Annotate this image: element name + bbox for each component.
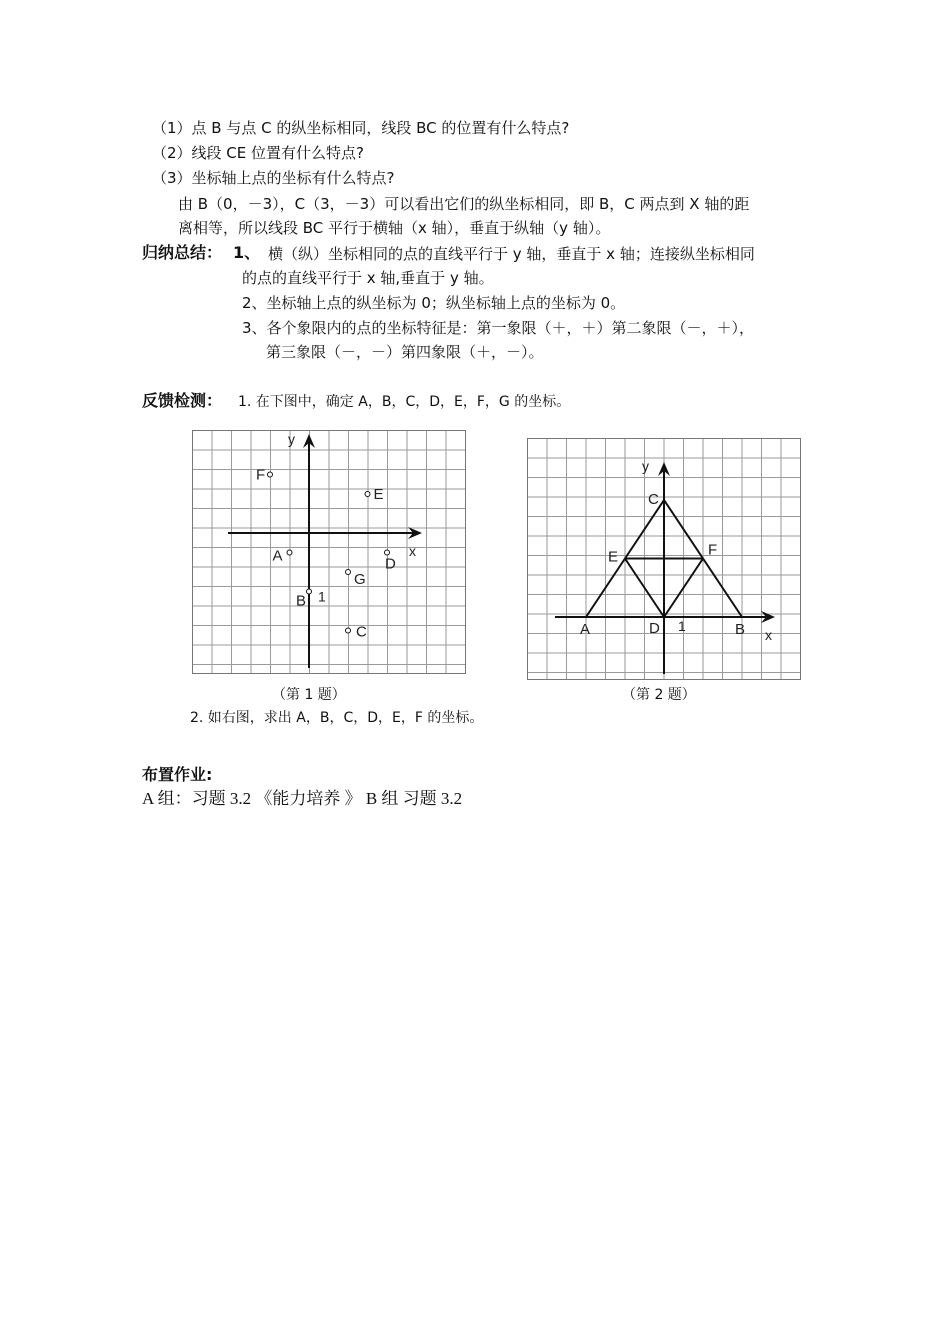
summary-item1-number: 1、	[233, 243, 261, 262]
point-C	[346, 628, 351, 633]
point-label-A: A	[272, 547, 283, 565]
answer-line-2: 离相等，所以线段 BC 平行于横轴（x 轴），垂直于纵轴（y 轴）。	[178, 219, 611, 237]
answer-line-1: 由 B（0，－3），C（3，－3）可以看出它们的纵坐标相同，即 B，C 两点到 X 轴的距	[178, 195, 750, 213]
summary-heading: 归纳总结：	[142, 243, 223, 262]
x-axis-label: x	[765, 627, 772, 643]
point-label-F: F	[708, 541, 718, 559]
homework-heading: 布置作业:	[142, 765, 213, 784]
point-label-C: C	[356, 623, 367, 641]
figure-1-coordinate-grid	[192, 430, 466, 674]
point-label-B: B	[735, 621, 746, 638]
point-B	[307, 589, 312, 594]
point-label-G: G	[354, 571, 366, 588]
figure-2-coordinate-grid	[527, 438, 801, 680]
feedback-task-1: 1. 在下图中，确定 A，B，C，D，E，F，G 的坐标。	[238, 394, 571, 410]
point-F	[268, 472, 273, 477]
point-label-C: C	[648, 491, 659, 508]
point-label-E: E	[608, 548, 619, 566]
summary-item3-line1: 3、各个象限内的点的坐标特征是：第一象限（＋，＋）第二象限（－，＋），	[242, 319, 755, 337]
point-label-F: F	[256, 466, 266, 484]
summary-item2: 2、坐标轴上点的纵坐标为 0；纵坐标轴上点的坐标为 0。	[242, 294, 626, 312]
point-label-E: E	[373, 486, 384, 503]
question-2: （2）线段 CE 位置有什么特点?	[152, 144, 364, 162]
figure-1-caption: （第 1 题）	[272, 687, 346, 703]
summary-item1-line1: 横（纵）坐标相同的点的直线平行于 y 轴，垂直于 x 轴；连接纵坐标相同	[268, 245, 755, 263]
question-3: （3）坐标轴上点的坐标有什么特点?	[152, 169, 395, 187]
summary-item1-line2: 的点的直线平行于 x 轴,垂直于 y 轴。	[242, 269, 494, 287]
figure-2-caption: （第 2 题）	[622, 687, 696, 703]
feedback-task-2: 2. 如右图，求出 A，B，C，D，E，F 的坐标。	[190, 710, 484, 726]
point-label-D: D	[649, 620, 660, 637]
point-E	[365, 492, 370, 497]
point-A	[287, 550, 292, 555]
point-label-D: D	[385, 555, 396, 573]
summary-item3-line2: 第三象限（－，－）第四象限（＋，－）。	[266, 343, 544, 361]
homework-line: A 组：习题 3.2 《能力培养 》 B 组 习题 3.2	[142, 789, 463, 808]
point-label-B: B	[296, 592, 307, 610]
unit-label: 1	[318, 588, 326, 605]
question-1: （1）点 B 与点 C 的纵坐标相同，线段 BC 的位置有什么特点?	[152, 119, 570, 137]
y-axis-label: y	[288, 431, 295, 447]
point-label-A: A	[580, 621, 591, 638]
unit-label: 1	[678, 618, 686, 634]
feedback-heading: 反馈检测：	[142, 391, 223, 410]
point-D	[385, 550, 390, 555]
x-axis-label: x	[409, 543, 416, 559]
point-G	[346, 570, 351, 575]
y-axis-label: y	[642, 458, 649, 474]
